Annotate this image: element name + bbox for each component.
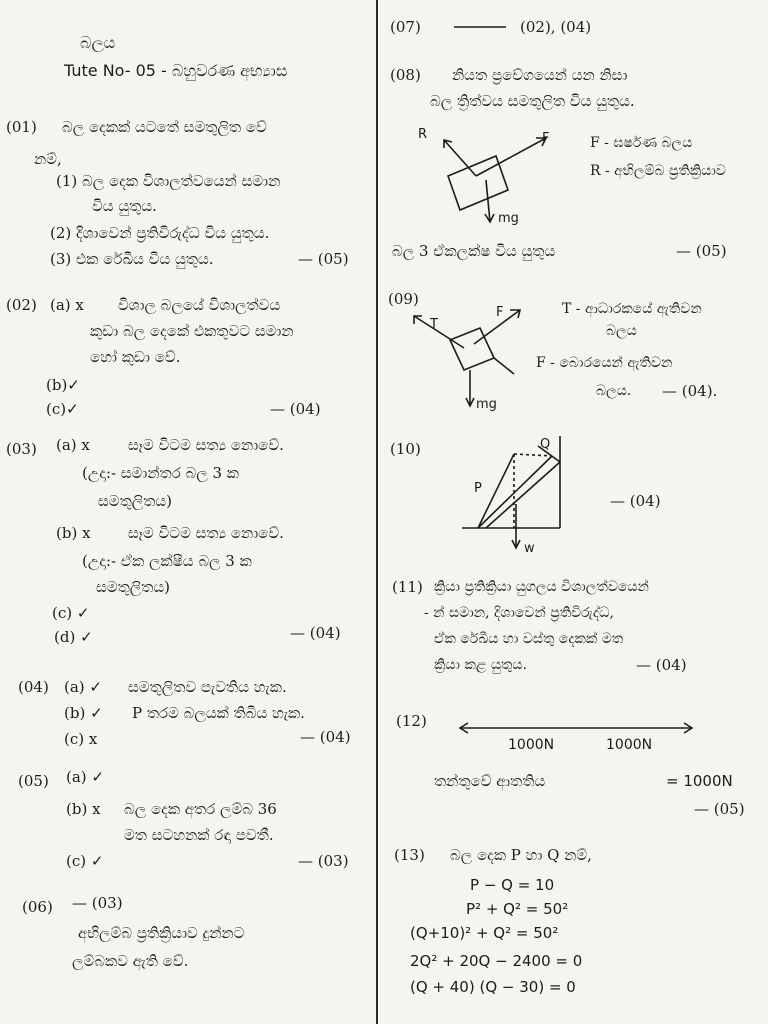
q03-a: (a) x (56, 436, 90, 454)
q01-line4: විය යුතුය. (92, 197, 157, 215)
q12-equation: = 1000N (666, 772, 733, 790)
q03-b-example1: (උදා:- ඒක ලක්ෂීය බල 3 ක (82, 552, 252, 570)
q13-eq4: 2Q² + 20Q − 2400 = 0 (410, 952, 583, 970)
q05-b: (b) x (66, 800, 101, 818)
q09-surface-line (494, 358, 514, 374)
q13-eq5: (Q + 40) (Q − 30) = 0 (410, 978, 576, 996)
q06-line1: අභිලම්බ ප්‍රතික්‍රියාව දුන්නට (78, 924, 245, 942)
q13-eq1: P − Q = 10 (470, 876, 555, 894)
q09-number: (09) (388, 290, 419, 308)
q12-line1: තන්තුවේ ආතතිය (434, 772, 546, 790)
q12-force-left: 1000N (508, 737, 555, 753)
q11-line2: - න් සමාන, දිශාවෙන් ප්‍රතිවිරුද්ධ, (424, 605, 614, 621)
q01-line3: (1) බල දෙක විශාලත්වයෙන් සමාන (56, 172, 281, 190)
q08-legend-r: R - අභිලම්බ ප්‍රතික්‍රියාව (590, 163, 726, 179)
q03-answer: — (04) (290, 624, 341, 642)
q13-number: (13) (394, 846, 425, 864)
q10-label-q: Q (540, 437, 551, 452)
q10-answer: — (04) (610, 492, 661, 510)
q10-number: (10) (390, 440, 421, 458)
q13-line1: බල දෙක P හා Q නම්, (450, 846, 592, 864)
q05-answer: — (03) (298, 852, 349, 870)
q08-line2: බල ත්‍රිත්වය සමතුලිත විය යුතුය. (430, 92, 635, 110)
q03-a-text: සෑම විටම සත්‍ය නොවේ. (128, 436, 284, 454)
q02-line1: විශාල බලයේ විශාලත්වය (118, 296, 281, 314)
q02-answer: — (04) (270, 400, 321, 418)
q01-line2: නම්, (34, 150, 62, 168)
q03-a-example1: (උදා:- සමාන්තර බල 3 ක (82, 464, 239, 482)
subject-label: බලය (80, 33, 116, 52)
q09-label-f: F (496, 305, 504, 320)
q10-force-diagram (456, 436, 576, 554)
q05-b-line2: මත සටහනක් රඳා පවතී. (124, 826, 274, 844)
q02-a: (a) x (50, 296, 84, 314)
page-title: Tute No- 05 - බහුවරණ අභ්‍යාස (64, 61, 288, 80)
q13-eq2: P² + Q² = 50² (466, 900, 569, 918)
q04-answer: — (04) (300, 728, 351, 746)
q13-eq3: (Q+10)² + Q² = 50² (410, 924, 559, 942)
q03-b: (b) x (56, 524, 91, 542)
q06-number: (06) (22, 898, 53, 916)
q01-line1: බල දෙකක් යටතේ සමතුලිත වේ (62, 118, 267, 136)
q09-tension-arrow (414, 316, 464, 348)
q06-line2: ලම්බකව ඇති වේ. (72, 952, 189, 970)
q07-dash (450, 20, 510, 34)
q03-number: (03) (6, 440, 37, 458)
q11-line3: ඒක රේඛීය හා වස්තු දෙකක් මත (434, 631, 624, 647)
q03-a-example2: සමතුලිතය) (98, 492, 173, 510)
q05-b-line1: බල දෙක අතර ලම්බ 36 (124, 800, 277, 818)
q01-answer: — (05) (298, 250, 349, 268)
q02-number: (02) (6, 296, 37, 314)
q10-label-p: P (474, 481, 482, 496)
column-divider (376, 0, 378, 1024)
q12-force-right: 1000N (606, 737, 653, 753)
q04-c: (c) x (64, 730, 98, 748)
q08-force-diagram (404, 118, 584, 228)
q09-answer: — (04). (662, 382, 718, 400)
q03-b-example2: සමතුලිතය) (96, 578, 171, 596)
q01-line5: (2) දිශාවෙන් ප්‍රතිවිරුද්ධ විය යුතුය. (50, 224, 270, 242)
q08-line3: බල 3 ඒකලක්ෂ විය යුතුය (392, 242, 556, 260)
q01-number: (01) (6, 118, 37, 136)
q12-answer: — (05) (694, 800, 745, 818)
q04-a: (a) ✓ (64, 678, 102, 696)
q05-number: (05) (18, 772, 49, 790)
q01-line6: (3) එක රේඛීය විය යුතුය. (50, 250, 214, 268)
q09-force-diagram (404, 300, 544, 410)
q03-b-text: සෑම විටම සත්‍ය නොවේ. (128, 524, 284, 542)
q11-answer: — (04) (636, 656, 687, 674)
q10-label-w: w (524, 541, 535, 556)
q09-label-mg: mg (476, 397, 497, 412)
q12-string-diagram (456, 716, 696, 740)
q09-legend-f2: බලය. (596, 383, 632, 399)
q04-a-text: සමතුලිතව පැවතිය හැක. (128, 678, 287, 696)
q07-answer: (02), (04) (520, 18, 592, 36)
q02-c: (c)✓ (46, 400, 79, 418)
q09-legend-t1: T - ආධාරකයේ ඇතිවන (562, 301, 702, 317)
q08-label-r: R (418, 127, 428, 142)
q11-line1: ක්‍රියා ප්‍රතික්‍රියා යුගලය විශාලත්වයෙන් (434, 579, 649, 595)
q08-number: (08) (390, 66, 421, 84)
q04-number: (04) (18, 678, 49, 696)
q08-line1: නියත ප්‍රවේගයෙන් යන නිසා (452, 66, 628, 84)
q09-legend-t2: බලය (606, 323, 637, 339)
q11-number: (11) (392, 578, 423, 596)
q08-label-mg: mg (498, 211, 519, 226)
q07-number: (07) (390, 18, 421, 36)
q09-legend-f1: F - බොරයෙන් ඇතිවන (536, 355, 673, 371)
q10-p-arrow (478, 454, 514, 528)
q04-b-text: P තරම බලයක් තිබිය හැක. (132, 704, 305, 722)
q03-d: (d) ✓ (54, 628, 93, 646)
q03-c: (c) ✓ (52, 604, 90, 622)
q04-b: (b) ✓ (64, 704, 103, 722)
q11-line4: ක්‍රියා කළ යුතුය. (434, 657, 527, 673)
q08-friction-arrow (476, 138, 546, 176)
q02-line3: හෝ කුඩා වේ. (90, 348, 181, 366)
q02-b: (b)✓ (46, 376, 80, 394)
q05-a: (a) ✓ (66, 768, 104, 786)
q08-label-f: F (542, 131, 550, 146)
q02-line2: කුඩා බල දෙකේ එකතුවට සමාන (90, 322, 294, 340)
q08-answer: — (05) (676, 242, 727, 260)
q05-c: (c) ✓ (66, 852, 104, 870)
q09-label-t: T (430, 317, 438, 332)
q10-ladder (478, 456, 552, 528)
q12-number: (12) (396, 712, 427, 730)
q06-answer: — (03) (72, 894, 123, 912)
q08-legend-f: F - ඝර්ෂණ බලය (590, 135, 693, 151)
